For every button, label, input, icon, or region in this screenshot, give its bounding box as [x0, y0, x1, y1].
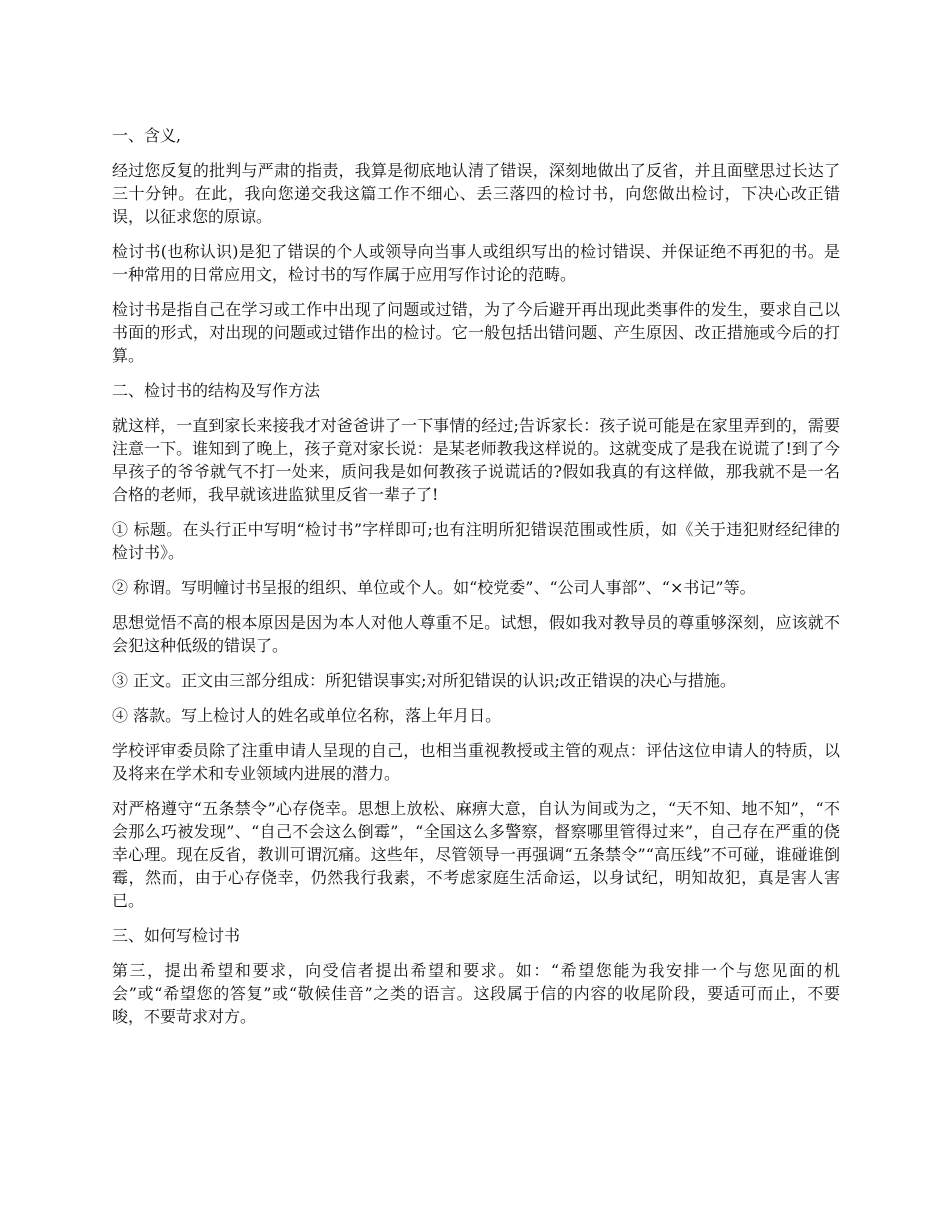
paragraph-committee: 学校评审委员除了注重申请人呈现的自己，也相当重视教授或主管的观点：评估这位申请人的特质，以及将来在学术和专业领域内进展的潜力。: [112, 741, 840, 783]
section-heading-structure: 二、检讨书的结构及写作方法: [112, 381, 321, 400]
section-heading-meaning: 一、含义,: [112, 126, 182, 145]
paragraph-reflection: 经过您反复的批判与严肃的指责，我算是彻底地认清了错误，深刻地做出了反省，并且面壁思过长达了三十分钟。在此，我向您递交我这篇工作不细心、丢三落四的检讨书，向您做出检讨，下决心改正错误，以征求您的原谅。: [112, 161, 840, 226]
paragraph-five-prohibitions: 对严格遵守“五条禁令”心存侥幸。思想上放松、麻痹大意，自认为间或为之，“天不知、地不知”，“不会那么巧被发现”、“自己不会这么倒霉”，“全国这么多警察，督察哪里管得过来”，自己存在严重的侥幸心理。现在反省，教训可谓沉痛。这些年，尽管领导一再强调“五条禁令”“高压线”不可碰，谁碰谁倒霉，然而，由于心存侥幸，仍然我行我素，不考虑家庭生活命运，以身试纪，明知故犯，真是害人害已。: [112, 799, 840, 910]
paragraph-root-cause: 思想觉悟不高的根本原因是因为本人对他人尊重不足。试想，假如我对教导员的尊重够深刻，应该就不会犯这种低级的错误了。: [112, 613, 840, 655]
paragraph-explanation: 检讨书是指自己在学习或工作中出现了问题或过错，为了今后避开再出现此类事件的发生，要求自己以书面的形式，对出现的问题或过错作出的检讨。它一般包括出错问题、产生原因、改正措施或今后的打算。: [112, 300, 840, 365]
paragraph-story: 就这样，一直到家长来接我才对爸爸讲了一下事情的经过;告诉家长：孩子说可能是在家里弄到的，需要注意一下。谁知到了晚上，孩子竟对家长说：是某老师教我这样说的。这就变成了是我在说谎了!到了今早孩子的爷爷就气不打一处来，质问我是如何教孩子说谎话的?假如我真的有这样做，那我就不是一名合格的老师，我早就该进监狱里反省一辈子了!: [112, 416, 840, 504]
document-page: [112, 124, 840, 1040]
paragraph-title-item: ① 标题。在头行正中写明“检讨书”字样即可;也有注明所犯错误范围或性质，如《关于违犯财经纪律的检讨书》。: [112, 520, 840, 562]
paragraph-body-item: ③ 正文。正文由三部分组成：所犯错误事实;对所犯错误的认识;改正错误的决心与措施。: [112, 671, 736, 690]
paragraph-closing: 第三，提出希望和要求，向受信者提出希望和要求。如：“希望您能为我安排一个与您见面的机会”或“希望您的答复”或“敬候佳音”之类的语言。这段属于信的内容的收尾阶段，要适可而止，不要唆，不要苛求对方。: [112, 961, 840, 1026]
section-heading-how-to: 三、如何写检讨书: [112, 926, 241, 945]
paragraph-salutation-item: ② 称谓。写明幢讨书呈报的组织、单位或个人。如“校党委”、“公司人事部”、“×书记”等。: [112, 578, 756, 597]
paragraph-signature-item: ④ 落款。写上检讨人的姓名或单位名称，落上年月日。: [112, 706, 502, 725]
paragraph-definition: 检讨书(也称认识)是犯了错误的个人或领导向当事人或组织写出的检讨错误、并保证绝不再犯的书。是一种常用的日常应用文，检讨书的写作属于应用写作讨论的范畴。: [112, 242, 840, 284]
